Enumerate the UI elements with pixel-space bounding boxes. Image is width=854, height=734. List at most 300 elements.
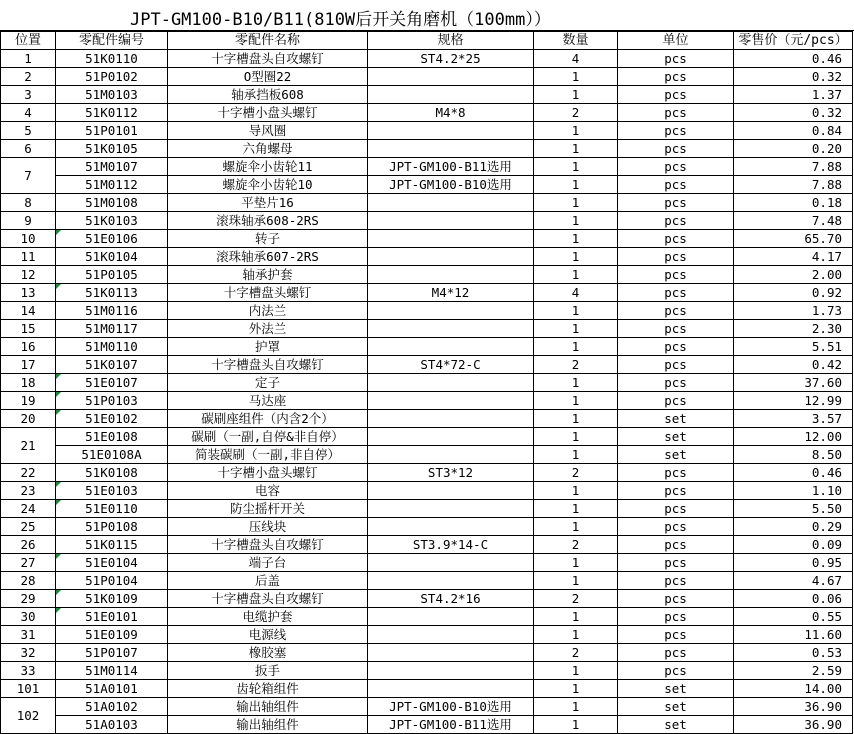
cell-unit[interactable]: pcs	[618, 554, 734, 572]
cell-code[interactable]: 51P0103	[56, 392, 168, 410]
cell-position[interactable]: 8	[1, 194, 56, 212]
header-cell-position: 位置	[1, 32, 56, 50]
cell-name[interactable]: 简装碳刷（一副,非自停）	[168, 446, 368, 464]
cell-unit[interactable]: pcs	[618, 590, 734, 608]
cell-spec[interactable]	[368, 518, 534, 536]
cell-unit[interactable]: pcs	[618, 176, 734, 194]
cell-code[interactable]: 51P0105	[56, 266, 168, 284]
cell-unit[interactable]: pcs	[618, 482, 734, 500]
cell-spec[interactable]	[368, 626, 534, 644]
cell-position[interactable]: 15	[1, 320, 56, 338]
cell-spec[interactable]	[368, 68, 534, 86]
cell-unit[interactable]: pcs	[618, 608, 734, 626]
cell-code[interactable]: 51E0109	[56, 626, 168, 644]
cell-quantity[interactable]: 2	[534, 590, 618, 608]
cell-price[interactable]: 37.60	[734, 374, 853, 392]
cell-name[interactable]: 输出轴组件	[168, 698, 368, 716]
cell-name[interactable]: 输出轴组件	[168, 716, 368, 734]
cell-unit[interactable]: pcs	[618, 266, 734, 284]
cell-code[interactable]: 51A0102	[56, 698, 168, 716]
cell-spec[interactable]: ST4*72-C	[368, 356, 534, 374]
cell-quantity[interactable]: 2	[534, 464, 618, 482]
table-row	[1, 644, 853, 662]
cell-quantity[interactable]: 1	[534, 680, 618, 698]
cell-name[interactable]: 压线块	[168, 518, 368, 536]
cell-position[interactable]: 28	[1, 572, 56, 590]
cell-name[interactable]: 外法兰	[168, 320, 368, 338]
cell-name[interactable]: 螺旋伞小齿轮10	[168, 176, 368, 194]
title-row	[0, 0, 854, 31]
table-row	[1, 158, 853, 176]
parts-table	[0, 31, 853, 734]
cell-price[interactable]: 0.06	[734, 590, 853, 608]
cell-unit[interactable]: pcs	[618, 122, 734, 140]
cell-price[interactable]: 2.00	[734, 266, 853, 284]
cell-unit[interactable]: pcs	[618, 500, 734, 518]
cell-quantity[interactable]: 1	[534, 158, 618, 176]
table-row	[1, 86, 853, 104]
cell-position[interactable]: 13	[1, 284, 56, 302]
cell-unit[interactable]: pcs	[618, 194, 734, 212]
cell-code[interactable]: 51M0108	[56, 194, 168, 212]
cell-code[interactable]: 51K0110	[56, 50, 168, 68]
cell-spec[interactable]: ST4.2*16	[368, 590, 534, 608]
cell-name[interactable]: 螺旋伞小齿轮11	[168, 158, 368, 176]
cell-quantity[interactable]: 1	[534, 68, 618, 86]
cell-position[interactable]: 21	[1, 428, 56, 464]
table-row	[1, 266, 853, 284]
table-row	[1, 608, 853, 626]
table-row	[1, 572, 853, 590]
table-row	[1, 626, 853, 644]
cell-code[interactable]: 51K0108	[56, 464, 168, 482]
cell-unit[interactable]: pcs	[618, 50, 734, 68]
cell-quantity[interactable]: 1	[534, 662, 618, 680]
cell-unit[interactable]: set	[618, 446, 734, 464]
cell-name[interactable]: 六角螺母	[168, 140, 368, 158]
cell-code[interactable]: 51E0108	[56, 428, 168, 446]
cell-position[interactable]: 5	[1, 122, 56, 140]
cell-code[interactable]: 51M0117	[56, 320, 168, 338]
cell-code[interactable]: 51K0103	[56, 212, 168, 230]
cell-unit[interactable]: set	[618, 716, 734, 734]
cell-unit[interactable]: pcs	[618, 284, 734, 302]
table-row	[1, 68, 853, 86]
cell-price[interactable]: 11.60	[734, 626, 853, 644]
cell-unit[interactable]: pcs	[618, 572, 734, 590]
cell-quantity[interactable]: 1	[534, 122, 618, 140]
cell-name[interactable]: 轴承挡板608	[168, 86, 368, 104]
cell-unit[interactable]: set	[618, 428, 734, 446]
cell-position[interactable]: 11	[1, 248, 56, 266]
cell-spec[interactable]	[368, 86, 534, 104]
cell-price[interactable]: 0.46	[734, 50, 853, 68]
cell-spec[interactable]	[368, 230, 534, 248]
cell-code[interactable]: 51E0107	[56, 374, 168, 392]
table-row	[1, 338, 853, 356]
cell-quantity[interactable]: 1	[534, 320, 618, 338]
cell-quantity[interactable]: 1	[534, 230, 618, 248]
cell-quantity[interactable]: 1	[534, 626, 618, 644]
table-row	[1, 140, 853, 158]
cell-position[interactable]: 33	[1, 662, 56, 680]
cell-code[interactable]: 51M0114	[56, 662, 168, 680]
cell-price[interactable]: 4.17	[734, 248, 853, 266]
cell-price[interactable]: 0.53	[734, 644, 853, 662]
cell-price[interactable]: 5.51	[734, 338, 853, 356]
cell-quantity[interactable]: 1	[534, 572, 618, 590]
cell-quantity[interactable]: 1	[534, 698, 618, 716]
cell-position[interactable]: 25	[1, 518, 56, 536]
cell-position[interactable]: 1	[1, 50, 56, 68]
cell-name[interactable]: 转子	[168, 230, 368, 248]
cell-name[interactable]: 导风圈	[168, 122, 368, 140]
cell-quantity[interactable]: 1	[534, 194, 618, 212]
cell-code[interactable]: 51E0106	[56, 230, 168, 248]
cell-unit[interactable]: pcs	[618, 158, 734, 176]
cell-quantity[interactable]: 1	[534, 716, 618, 734]
cell-price[interactable]: 7.88	[734, 158, 853, 176]
cell-code[interactable]: 51M0107	[56, 158, 168, 176]
cell-name[interactable]: 碳刷座组件（内含2个）	[168, 410, 368, 428]
cell-name[interactable]: 轴承护套	[168, 266, 368, 284]
cell-price[interactable]: 2.30	[734, 320, 853, 338]
cell-name[interactable]: 十字槽盘头螺钉	[168, 284, 368, 302]
table-row	[1, 500, 853, 518]
cell-name[interactable]: 十字槽盘头自攻螺钉	[168, 590, 368, 608]
cell-spec[interactable]	[368, 374, 534, 392]
cell-code[interactable]: 51K0115	[56, 536, 168, 554]
cell-position[interactable]: 101	[1, 680, 56, 698]
cell-position[interactable]: 17	[1, 356, 56, 374]
cell-code[interactable]: 51M0103	[56, 86, 168, 104]
cell-code[interactable]: 51E0103	[56, 482, 168, 500]
cell-name[interactable]: 十字槽盘头自攻螺钉	[168, 50, 368, 68]
cell-name[interactable]: 电容	[168, 482, 368, 500]
cell-name[interactable]: 电缆护套	[168, 608, 368, 626]
cell-code[interactable]: 51P0108	[56, 518, 168, 536]
cell-unit[interactable]: pcs	[618, 464, 734, 482]
cell-unit[interactable]: pcs	[618, 248, 734, 266]
cell-price[interactable]: 0.18	[734, 194, 853, 212]
cell-code[interactable]: 51M0110	[56, 338, 168, 356]
cell-price[interactable]: 1.73	[734, 302, 853, 320]
cell-quantity[interactable]: 1	[534, 248, 618, 266]
cell-quantity[interactable]: 2	[534, 644, 618, 662]
cell-spec[interactable]	[368, 122, 534, 140]
header-cell-quantity: 数量	[534, 32, 618, 50]
cell-spec[interactable]: JPT-GM100-B10选用	[368, 176, 534, 194]
table-row	[1, 464, 853, 482]
cell-quantity[interactable]: 1	[534, 140, 618, 158]
cell-spec[interactable]	[368, 680, 534, 698]
cell-code[interactable]: 51A0103	[56, 716, 168, 734]
cell-spec[interactable]	[368, 482, 534, 500]
cell-code[interactable]: 51E0108A	[56, 446, 168, 464]
cell-position[interactable]: 102	[1, 698, 56, 734]
cell-position[interactable]: 27	[1, 554, 56, 572]
cell-code[interactable]: 51P0104	[56, 572, 168, 590]
cell-spec[interactable]	[368, 608, 534, 626]
cell-spec[interactable]	[368, 302, 534, 320]
cell-spec[interactable]	[368, 248, 534, 266]
cell-name[interactable]: 十字槽小盘头螺钉	[168, 464, 368, 482]
cell-price[interactable]: 0.20	[734, 140, 853, 158]
cell-position[interactable]: 29	[1, 590, 56, 608]
cell-code[interactable]: 51P0107	[56, 644, 168, 662]
cell-unit[interactable]: pcs	[618, 68, 734, 86]
cell-code[interactable]: 51K0113	[56, 284, 168, 302]
cell-unit[interactable]: pcs	[618, 320, 734, 338]
cell-spec[interactable]	[368, 212, 534, 230]
header-cell-code: 零配件编号	[56, 32, 168, 50]
cell-unit[interactable]: pcs	[618, 356, 734, 374]
cell-unit[interactable]: pcs	[618, 302, 734, 320]
cell-price[interactable]: 0.32	[734, 104, 853, 122]
cell-position[interactable]: 7	[1, 158, 56, 194]
cell-name[interactable]: 滚珠轴承608-2RS	[168, 212, 368, 230]
cell-price[interactable]: 7.48	[734, 212, 853, 230]
cell-quantity[interactable]: 1	[534, 518, 618, 536]
cell-spec[interactable]	[368, 194, 534, 212]
cell-name[interactable]: 滚珠轴承607-2RS	[168, 248, 368, 266]
cell-unit[interactable]: pcs	[618, 662, 734, 680]
cell-unit[interactable]: pcs	[618, 86, 734, 104]
cell-quantity[interactable]: 1	[534, 482, 618, 500]
cell-spec[interactable]	[368, 572, 534, 590]
cell-code[interactable]: 51K0104	[56, 248, 168, 266]
cell-code[interactable]: 51E0102	[56, 410, 168, 428]
table-row	[1, 230, 853, 248]
cell-name[interactable]: 十字槽盘头自攻螺钉	[168, 356, 368, 374]
cell-position[interactable]: 20	[1, 410, 56, 428]
cell-position[interactable]: 3	[1, 86, 56, 104]
cell-position[interactable]: 6	[1, 140, 56, 158]
table-row	[1, 536, 853, 554]
cell-position[interactable]: 22	[1, 464, 56, 482]
cell-price[interactable]: 14.00	[734, 680, 853, 698]
cell-code[interactable]: 51K0109	[56, 590, 168, 608]
header-row	[1, 32, 853, 50]
cell-spec[interactable]	[368, 500, 534, 518]
table-row	[1, 50, 853, 68]
cell-price[interactable]: 2.59	[734, 662, 853, 680]
table-row	[1, 680, 853, 698]
cell-code[interactable]: 51M0116	[56, 302, 168, 320]
cell-position[interactable]: 16	[1, 338, 56, 356]
cell-price[interactable]: 1.37	[734, 86, 853, 104]
cell-code[interactable]: 51P0101	[56, 122, 168, 140]
cell-quantity[interactable]: 1	[534, 338, 618, 356]
cell-price[interactable]: 7.88	[734, 176, 853, 194]
cell-price[interactable]: 0.92	[734, 284, 853, 302]
cell-position[interactable]: 23	[1, 482, 56, 500]
cell-spec[interactable]	[368, 392, 534, 410]
cell-price[interactable]: 0.95	[734, 554, 853, 572]
cell-quantity[interactable]: 1	[534, 392, 618, 410]
cell-position[interactable]: 12	[1, 266, 56, 284]
cell-position[interactable]: 4	[1, 104, 56, 122]
cell-quantity[interactable]: 1	[534, 212, 618, 230]
cell-quantity[interactable]: 4	[534, 50, 618, 68]
cell-code[interactable]: 51K0105	[56, 140, 168, 158]
cell-code[interactable]: 51K0107	[56, 356, 168, 374]
cell-quantity[interactable]: 1	[534, 86, 618, 104]
cell-code[interactable]: 51M0112	[56, 176, 168, 194]
cell-unit[interactable]: pcs	[618, 212, 734, 230]
cell-unit[interactable]: set	[618, 410, 734, 428]
cell-spec[interactable]	[368, 140, 534, 158]
cell-name[interactable]: 电源线	[168, 626, 368, 644]
table-row	[1, 392, 853, 410]
cell-name[interactable]: 防尘摇杆开关	[168, 500, 368, 518]
cell-position[interactable]: 14	[1, 302, 56, 320]
cell-price[interactable]: 0.09	[734, 536, 853, 554]
header-cell-unit: 单位	[618, 32, 734, 50]
cell-quantity[interactable]: 1	[534, 410, 618, 428]
cell-price[interactable]: 0.55	[734, 608, 853, 626]
cell-quantity[interactable]: 1	[534, 176, 618, 194]
cell-position[interactable]: 18	[1, 374, 56, 392]
table-row	[1, 410, 853, 428]
cell-price[interactable]: 3.57	[734, 410, 853, 428]
cell-price[interactable]: 1.10	[734, 482, 853, 500]
cell-quantity[interactable]: 1	[534, 554, 618, 572]
table-row	[1, 590, 853, 608]
cell-unit[interactable]: set	[618, 698, 734, 716]
cell-position[interactable]: 32	[1, 644, 56, 662]
cell-code[interactable]: 51K0112	[56, 104, 168, 122]
cell-quantity[interactable]: 4	[534, 284, 618, 302]
cell-spec[interactable]: JPT-GM100-B11选用	[368, 158, 534, 176]
cell-code[interactable]: 51E0101	[56, 608, 168, 626]
cell-quantity[interactable]: 2	[534, 356, 618, 374]
cell-name[interactable]: 齿轮箱组件	[168, 680, 368, 698]
cell-spec[interactable]	[368, 410, 534, 428]
cell-spec[interactable]: JPT-GM100-B10选用	[368, 698, 534, 716]
cell-position[interactable]: 9	[1, 212, 56, 230]
cell-unit[interactable]: pcs	[618, 230, 734, 248]
cell-unit[interactable]: pcs	[618, 140, 734, 158]
cell-spec[interactable]	[368, 554, 534, 572]
cell-name[interactable]: 护罩	[168, 338, 368, 356]
cell-spec[interactable]	[368, 644, 534, 662]
cell-unit[interactable]: pcs	[618, 644, 734, 662]
cell-code[interactable]: 51A0101	[56, 680, 168, 698]
cell-quantity[interactable]: 1	[534, 374, 618, 392]
cell-spec[interactable]	[368, 428, 534, 446]
cell-price[interactable]: 12.00	[734, 428, 853, 446]
cell-name[interactable]: 扳手	[168, 662, 368, 680]
cell-name[interactable]: 定子	[168, 374, 368, 392]
cell-unit[interactable]: set	[618, 680, 734, 698]
table-row	[1, 302, 853, 320]
cell-spec[interactable]: JPT-GM100-B11选用	[368, 716, 534, 734]
cell-quantity[interactable]: 1	[534, 302, 618, 320]
cell-unit[interactable]: pcs	[618, 374, 734, 392]
cell-spec[interactable]: M4*12	[368, 284, 534, 302]
cell-price[interactable]: 12.99	[734, 392, 853, 410]
cell-name[interactable]: 十字槽小盘头螺钉	[168, 104, 368, 122]
cell-spec[interactable]	[368, 338, 534, 356]
cell-spec[interactable]	[368, 446, 534, 464]
cell-quantity[interactable]: 2	[534, 536, 618, 554]
cell-unit[interactable]: pcs	[618, 626, 734, 644]
cell-spec[interactable]: M4*8	[368, 104, 534, 122]
cell-spec[interactable]: ST3*12	[368, 464, 534, 482]
cell-name[interactable]: 马达座	[168, 392, 368, 410]
cell-name[interactable]: 平垫片16	[168, 194, 368, 212]
cell-quantity[interactable]: 1	[534, 608, 618, 626]
cell-price[interactable]: 8.50	[734, 446, 853, 464]
cell-position[interactable]: 10	[1, 230, 56, 248]
cell-position[interactable]: 26	[1, 536, 56, 554]
cell-price[interactable]: 4.67	[734, 572, 853, 590]
cell-unit[interactable]: pcs	[618, 338, 734, 356]
cell-name[interactable]: 十字槽盘头自攻螺钉	[168, 536, 368, 554]
cell-code[interactable]: 51P0102	[56, 68, 168, 86]
cell-quantity[interactable]: 1	[534, 266, 618, 284]
cell-spec[interactable]	[368, 266, 534, 284]
cell-spec[interactable]	[368, 320, 534, 338]
cell-spec[interactable]	[368, 662, 534, 680]
table-row	[1, 248, 853, 266]
cell-spec[interactable]: ST4.2*25	[368, 50, 534, 68]
table-row	[1, 446, 853, 464]
table-row	[1, 176, 853, 194]
table-row	[1, 284, 853, 302]
table-row	[1, 518, 853, 536]
table-row	[1, 482, 853, 500]
cell-position[interactable]: 30	[1, 608, 56, 626]
cell-price[interactable]: 36.90	[734, 698, 853, 716]
cell-quantity[interactable]: 1	[534, 500, 618, 518]
cell-position[interactable]: 19	[1, 392, 56, 410]
cell-name[interactable]: 碳刷（一副,自停&非自停）	[168, 428, 368, 446]
cell-quantity[interactable]: 1	[534, 446, 618, 464]
cell-price[interactable]: 0.84	[734, 122, 853, 140]
cell-quantity[interactable]: 1	[534, 428, 618, 446]
cell-unit[interactable]: pcs	[618, 536, 734, 554]
cell-name[interactable]: 内法兰	[168, 302, 368, 320]
cell-price[interactable]: 65.70	[734, 230, 853, 248]
cell-name[interactable]: 橡胶塞	[168, 644, 368, 662]
cell-unit[interactable]: pcs	[618, 392, 734, 410]
cell-unit[interactable]: pcs	[618, 518, 734, 536]
header-cell-spec: 规格	[368, 32, 534, 50]
table-row	[1, 374, 853, 392]
cell-position[interactable]: 2	[1, 68, 56, 86]
cell-price[interactable]: 0.29	[734, 518, 853, 536]
table-row	[1, 194, 853, 212]
cell-name[interactable]: O型圈22	[168, 68, 368, 86]
cell-code[interactable]: 51E0110	[56, 500, 168, 518]
cell-price[interactable]: 0.46	[734, 464, 853, 482]
cell-position[interactable]: 24	[1, 500, 56, 518]
cell-name[interactable]: 后盖	[168, 572, 368, 590]
cell-code[interactable]: 51E0104	[56, 554, 168, 572]
cell-price[interactable]: 36.90	[734, 716, 853, 734]
cell-unit[interactable]: pcs	[618, 104, 734, 122]
cell-price[interactable]: 5.50	[734, 500, 853, 518]
cell-price[interactable]: 0.42	[734, 356, 853, 374]
cell-price[interactable]: 0.32	[734, 68, 853, 86]
table-row	[1, 320, 853, 338]
cell-position[interactable]: 31	[1, 626, 56, 644]
cell-quantity[interactable]: 2	[534, 104, 618, 122]
cell-spec[interactable]: ST3.9*14-C	[368, 536, 534, 554]
cell-name[interactable]: 端子台	[168, 554, 368, 572]
